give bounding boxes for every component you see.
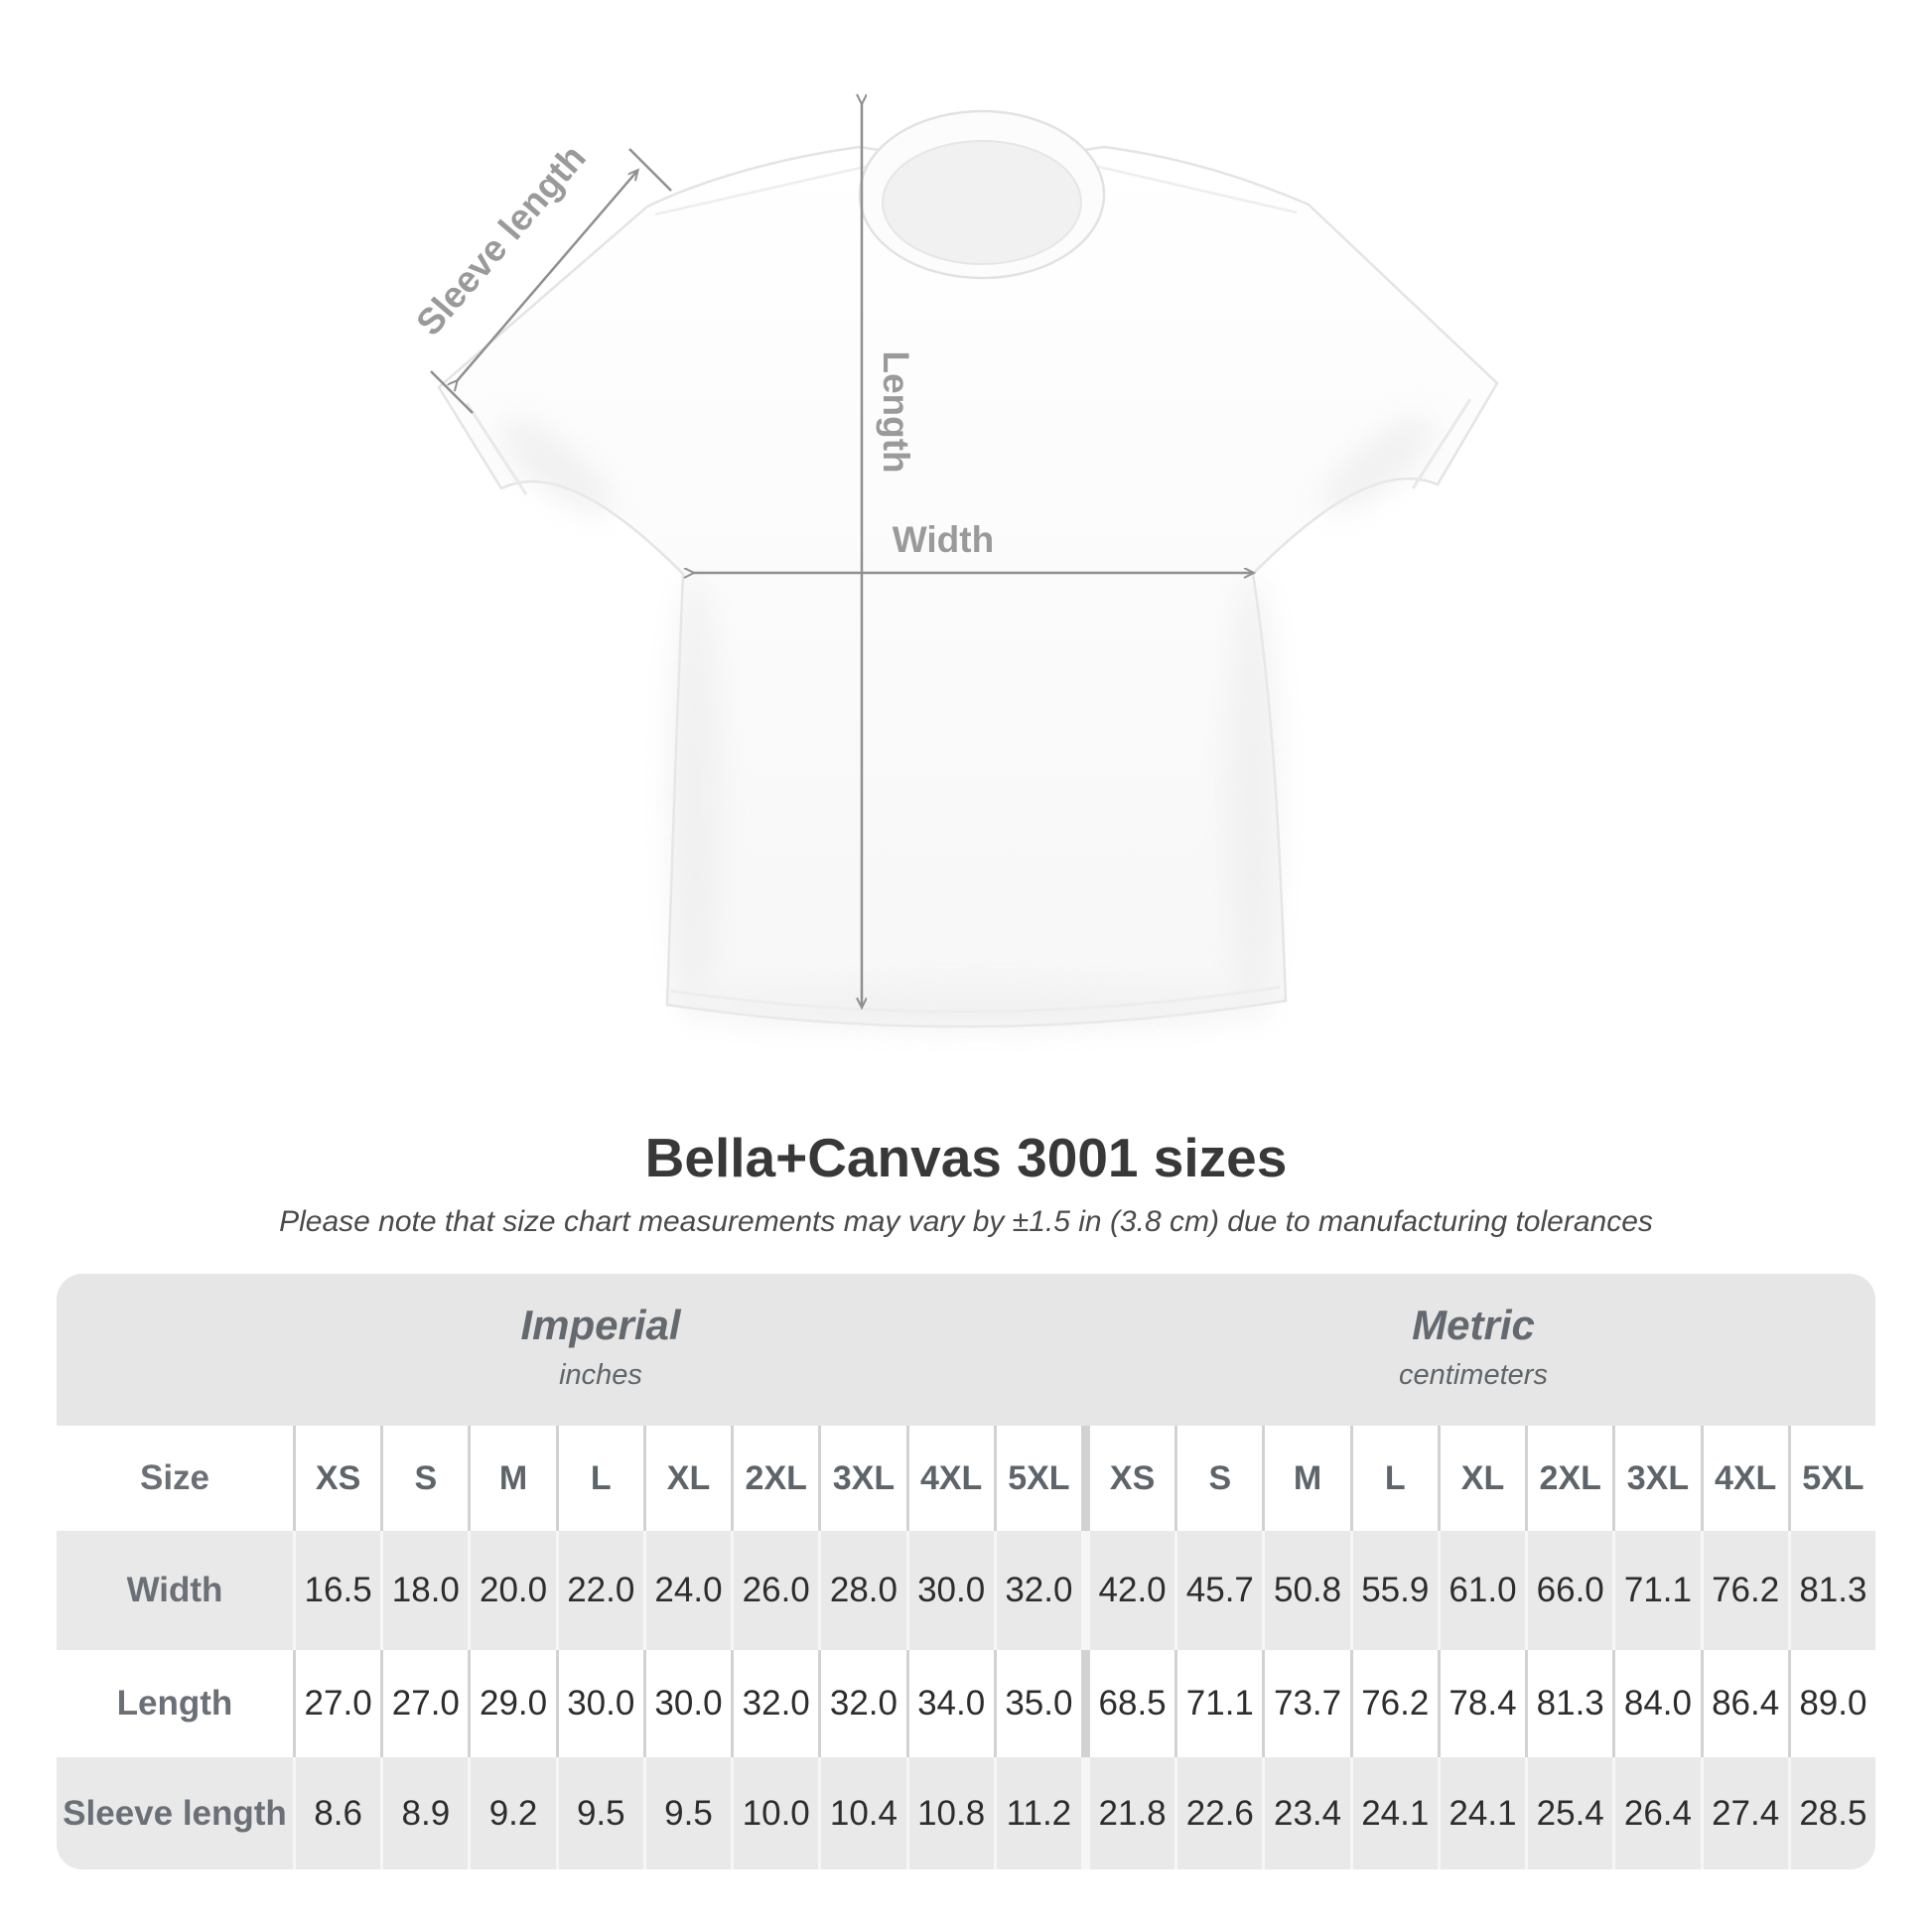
width-value: 45.7 xyxy=(1177,1531,1262,1650)
length-value: 32.0 xyxy=(821,1650,905,1757)
size-header-label: Size xyxy=(57,1426,293,1531)
sleeve-value: 22.6 xyxy=(1177,1757,1262,1869)
table-row-length xyxy=(57,1650,1875,1757)
length-value: 32.0 xyxy=(734,1650,818,1757)
sleeve-length-label: Sleeve length xyxy=(408,137,594,344)
width-value: 28.0 xyxy=(821,1531,905,1650)
size-col-header: 5XL xyxy=(1791,1426,1875,1531)
table-row-sleeve-length xyxy=(57,1757,1875,1869)
imperial-title: Imperial xyxy=(520,1302,681,1348)
size-col-header: L xyxy=(1353,1426,1438,1531)
sleeve-value: 10.0 xyxy=(734,1757,818,1869)
width-value: 30.0 xyxy=(909,1531,994,1650)
sleeve-value: 28.5 xyxy=(1791,1757,1875,1869)
width-value: 42.0 xyxy=(1090,1531,1174,1650)
width-value: 66.0 xyxy=(1528,1531,1612,1650)
width-value: 61.0 xyxy=(1441,1531,1525,1650)
width-value: 26.0 xyxy=(734,1531,818,1650)
size-col-header: S xyxy=(1177,1426,1262,1531)
size-col-header: M xyxy=(471,1426,555,1531)
size-table xyxy=(57,1274,1875,1869)
size-col-header: 4XL xyxy=(1704,1426,1788,1531)
sleeve-value: 10.4 xyxy=(821,1757,905,1869)
tolerance-note: Please note that size chart measurements may vary by ±1.5 in (3.8 cm) due to manufacturing tolerances xyxy=(279,1205,1653,1238)
width-value: 50.8 xyxy=(1265,1531,1349,1650)
length-value: 29.0 xyxy=(471,1650,555,1757)
table-row-width xyxy=(57,1531,1875,1650)
row-label: Sleeve length xyxy=(57,1757,293,1869)
width-value: 24.0 xyxy=(646,1531,731,1650)
width-label: Width xyxy=(892,519,995,560)
sleeve-value: 21.8 xyxy=(1090,1757,1174,1869)
sleeve-value: 9.2 xyxy=(471,1757,555,1869)
imperial-unit: inches xyxy=(559,1359,642,1391)
length-value: 30.0 xyxy=(646,1650,731,1757)
tshirt-illustration xyxy=(439,111,1497,1030)
width-value: 71.1 xyxy=(1615,1531,1700,1650)
row-label: Length xyxy=(57,1650,293,1757)
length-label: Length xyxy=(876,350,916,474)
unit-section-header xyxy=(57,1274,1875,1426)
size-col-header: M xyxy=(1265,1426,1349,1531)
length-value: 68.5 xyxy=(1090,1650,1174,1757)
sleeve-value: 24.1 xyxy=(1353,1757,1438,1869)
width-value: 22.0 xyxy=(559,1531,643,1650)
width-value: 32.0 xyxy=(997,1531,1081,1650)
length-value: 89.0 xyxy=(1791,1650,1875,1757)
title-block xyxy=(0,1126,1932,1239)
metric-title: Metric xyxy=(1412,1302,1535,1348)
section-divider xyxy=(1084,1757,1087,1869)
sleeve-value: 26.4 xyxy=(1615,1757,1700,1869)
length-value: 78.4 xyxy=(1441,1650,1525,1757)
sleeve-value: 25.4 xyxy=(1528,1757,1612,1869)
size-col-header: XL xyxy=(1441,1426,1525,1531)
width-value: 16.5 xyxy=(296,1531,380,1650)
length-value: 76.2 xyxy=(1353,1650,1438,1757)
length-value: 35.0 xyxy=(997,1650,1081,1757)
sleeve-value: 8.6 xyxy=(296,1757,380,1869)
length-value: 81.3 xyxy=(1528,1650,1612,1757)
length-value: 71.1 xyxy=(1177,1650,1262,1757)
sleeve-value: 24.1 xyxy=(1441,1757,1525,1869)
size-col-header: 2XL xyxy=(1528,1426,1612,1531)
length-value: 27.0 xyxy=(383,1650,468,1757)
size-col-header: XL xyxy=(646,1426,731,1531)
sleeve-dimension-tick-top xyxy=(629,149,671,191)
page-title: Bella+Canvas 3001 sizes xyxy=(644,1127,1288,1188)
table-row-size-header xyxy=(57,1426,1875,1531)
sleeve-value: 8.9 xyxy=(383,1757,468,1869)
length-value: 73.7 xyxy=(1265,1650,1349,1757)
sleeve-value: 9.5 xyxy=(559,1757,643,1869)
size-col-header: 4XL xyxy=(909,1426,994,1531)
sleeve-value: 11.2 xyxy=(997,1757,1081,1869)
width-value: 81.3 xyxy=(1791,1531,1875,1650)
sleeve-value: 23.4 xyxy=(1265,1757,1349,1869)
section-divider xyxy=(1084,1531,1087,1650)
size-col-header: 3XL xyxy=(1615,1426,1700,1531)
size-col-header: 5XL xyxy=(997,1426,1081,1531)
width-value: 18.0 xyxy=(383,1531,468,1650)
sleeve-value: 27.4 xyxy=(1704,1757,1788,1869)
imperial-section-header xyxy=(520,1302,680,1392)
size-col-header: XS xyxy=(296,1426,380,1531)
width-value: 55.9 xyxy=(1353,1531,1438,1650)
length-value: 34.0 xyxy=(909,1650,994,1757)
size-col-header: L xyxy=(559,1426,643,1531)
sleeve-value: 10.8 xyxy=(909,1757,994,1869)
metric-unit: centimeters xyxy=(1399,1359,1548,1391)
collar xyxy=(860,111,1104,278)
size-col-header: 3XL xyxy=(821,1426,905,1531)
length-value: 30.0 xyxy=(559,1650,643,1757)
row-label: Width xyxy=(57,1531,293,1650)
size-col-header: XS xyxy=(1090,1426,1174,1531)
length-value: 27.0 xyxy=(296,1650,380,1757)
length-value: 86.4 xyxy=(1704,1650,1788,1757)
size-col-header: 2XL xyxy=(734,1426,818,1531)
width-value: 20.0 xyxy=(471,1531,555,1650)
section-divider xyxy=(1084,1650,1087,1757)
sleeve-value: 9.5 xyxy=(646,1757,731,1869)
size-col-header: S xyxy=(383,1426,468,1531)
width-value: 76.2 xyxy=(1704,1531,1788,1650)
section-divider xyxy=(1084,1426,1087,1531)
length-value: 84.0 xyxy=(1615,1650,1700,1757)
metric-section-header xyxy=(1399,1302,1548,1392)
